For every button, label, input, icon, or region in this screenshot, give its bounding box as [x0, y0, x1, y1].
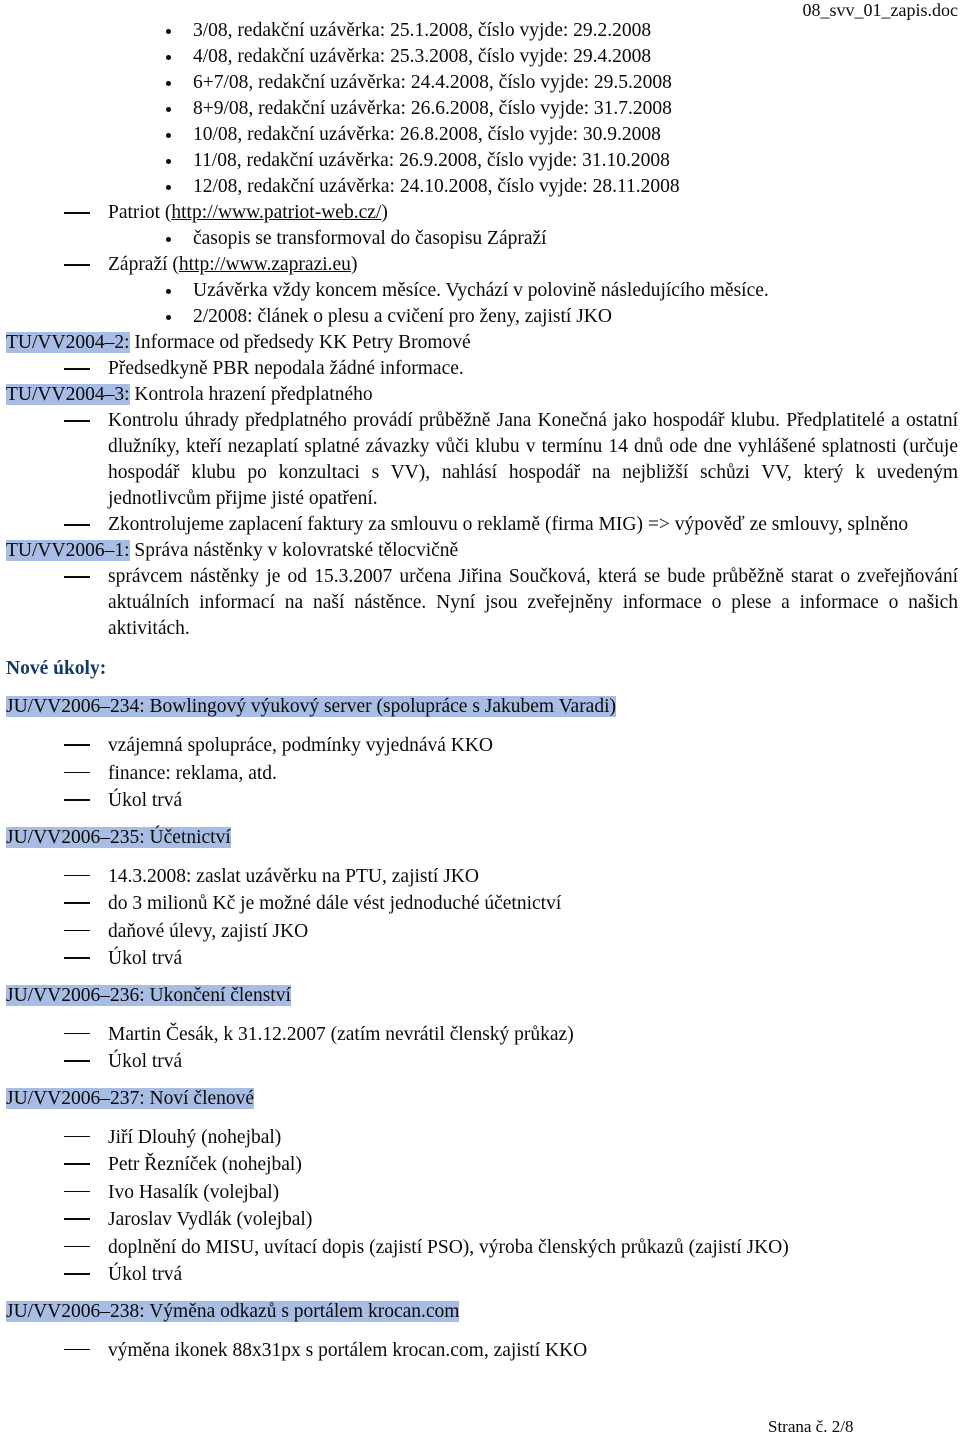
ju-236-list — [6, 1021, 958, 1076]
task-code: TU/VV2004–3: — [6, 384, 130, 405]
list-item: časopis se transformoval do časopisu Zápraží — [6, 226, 958, 252]
tu-2004-2-list — [6, 356, 958, 382]
list-item: doplnění do MISU, uvítací dopis (zajistí PSO), výroba členských průkazů (zajistí JKO) — [6, 1234, 958, 1262]
task-code: TU/VV2004–2: — [6, 332, 130, 353]
zaprazi-sublist — [6, 278, 958, 330]
list-item: 10/08, redakční uzávěrka: 26.8.2008, číslo vyjde: 30.9.2008 — [6, 122, 958, 148]
list-item: Úkol trvá — [6, 945, 958, 973]
task-heading-ju-238 — [6, 1299, 958, 1325]
task-title: JU/VV2006–238: Výměna odkazů s portálem krocan.com — [6, 1300, 460, 1322]
task-title: Informace od předsedy KK Petry Bromové — [129, 332, 471, 353]
ju-235-list — [6, 863, 958, 973]
list-item-patriot — [6, 200, 958, 226]
task-heading-ju-235 — [6, 825, 958, 851]
new-tasks-heading: Nové úkoly: — [6, 658, 107, 679]
list-item: výměna ikonek 88x31px s portálem krocan.com, zajistí KKO — [6, 1337, 958, 1365]
patriot-list — [6, 200, 958, 226]
patriot-label: Patriot ( — [108, 202, 172, 223]
list-item: do 3 milionů Kč je možné dále vést jednoduché účetnictví — [6, 890, 958, 918]
task-title: JU/VV2006–236: Ukončení členství — [6, 984, 291, 1006]
list-item: Jiří Dlouhý (nohejbal) — [6, 1124, 958, 1152]
task-heading-ju-237 — [6, 1086, 958, 1112]
list-item: 4/08, redakční uzávěrka: 25.3.2008, číslo vyjde: 29.4.2008 — [6, 44, 958, 70]
list-item: Úkol trvá — [6, 787, 958, 815]
page-number: Strana č. 2/8 — [768, 1417, 854, 1436]
zaprazi-label: Zápraží ( — [108, 254, 179, 275]
list-item: Petr Řezníček (nohejbal) — [6, 1151, 958, 1179]
patriot-sublist — [6, 226, 958, 252]
task-title: JU/VV2006–235: Účetnictví — [6, 826, 231, 848]
list-item: Ivo Hasalík (volejbal) — [6, 1179, 958, 1207]
ju-237-list — [6, 1124, 958, 1289]
tu-2006-1-list — [6, 564, 958, 642]
patriot-suffix: ) — [381, 202, 388, 223]
list-item-zaprazi — [6, 252, 958, 278]
task-heading-ju-234 — [6, 694, 958, 720]
list-item: vzájemná spolupráce, podmínky vyjednává KKO — [6, 732, 958, 760]
document-filename: 08_svv_01_zapis.doc — [802, 0, 958, 20]
task-heading-tu-2004-3 — [6, 382, 958, 408]
zaprazi-list — [6, 252, 958, 278]
task-title: JU/VV2006–234: Bowlingový výukový server (spolupráce s Jakubem Varadi) — [6, 696, 617, 717]
list-item: 11/08, redakční uzávěrka: 26.9.2008, číslo vyjde: 31.10.2008 — [6, 148, 958, 174]
list-item: Jaroslav Vydlák (volejbal) — [6, 1206, 958, 1234]
patriot-link[interactable]: http://www.patriot-web.cz/ — [171, 202, 382, 223]
task-title: Správa nástěnky v kolovratské tělocvičně — [129, 540, 459, 561]
task-heading-ju-236 — [6, 983, 958, 1009]
list-item: Zkontrolujeme zaplacení faktury za smlouvu o reklamě (firma MIG) => výpověď ze smlouvy, splněno — [6, 512, 958, 538]
document-page — [6, 18, 958, 1364]
list-item: 2/2008: článek o plesu a cvičení pro ženy, zajistí JKO — [6, 304, 958, 330]
task-title: Kontrola hrazení předplatného — [129, 384, 373, 405]
zaprazi-suffix: ) — [350, 254, 358, 275]
list-item: 8+9/08, redakční uzávěrka: 26.6.2008, číslo vyjde: 31.7.2008 — [6, 96, 958, 122]
list-item: 12/08, redakční uzávěrka: 24.10.2008, číslo vyjde: 28.11.2008 — [6, 174, 958, 200]
list-item: 3/08, redakční uzávěrka: 25.1.2008, číslo vyjde: 29.2.2008 — [6, 18, 958, 44]
list-item: daňové úlevy, zajistí JKO — [6, 918, 958, 946]
task-code: TU/VV2006–1: — [6, 540, 130, 561]
list-item: Předsedkyně PBR nepodala žádné informace. — [6, 356, 958, 382]
list-item: finance: reklama, atd. — [6, 760, 958, 788]
list-item: Kontrolu úhrady předplatného provádí průběžně Jana Konečná jako hospodář klubu. Předplatitelé a ostatní dlužníky, kteří nezaplatí splatné závazky vůči klubu v termínu 14 dnů ode dne vyhlášené splatnosti (určuje hospodář klubu po konzultaci s VV), nahlásí hospodář na nejbližší schůzi VV, který k uvedeným jednotlivcům přijme jisté opatření. — [6, 408, 958, 512]
list-item: 6+7/08, redakční uzávěrka: 24.4.2008, číslo vyjde: 29.5.2008 — [6, 70, 958, 96]
task-heading-tu-2004-2 — [6, 330, 958, 356]
ju-238-list — [6, 1337, 958, 1365]
list-item: správcem nástěnky je od 15.3.2007 určena Jiřina Součková, která se bude průběžně starat o zveřejňování aktuálních informací na naší nástěnce. Nyní jsou zveřejněny informace o plese a informace o našich aktivitách. — [6, 564, 958, 642]
list-item: Úkol trvá — [6, 1261, 958, 1289]
ju-234-list — [6, 732, 958, 815]
list-item: Úkol trvá — [6, 1048, 958, 1076]
list-item: Uzávěrka vždy koncem měsíce. Vychází v polovině následujícího měsíce. — [6, 278, 958, 304]
list-item: Martin Česák, k 31.12.2007 (zatím nevrátil členský průkaz) — [6, 1021, 958, 1049]
task-heading-tu-2006-1 — [6, 538, 958, 564]
issue-schedule-list — [6, 18, 958, 200]
zaprazi-link[interactable]: http://www.zaprazi.eu — [178, 254, 351, 275]
list-item: 14.3.2008: zaslat uzávěrku na PTU, zajistí JKO — [6, 863, 958, 891]
task-title: JU/VV2006–237: Noví členové — [6, 1087, 255, 1109]
tu-2004-3-list — [6, 408, 958, 538]
